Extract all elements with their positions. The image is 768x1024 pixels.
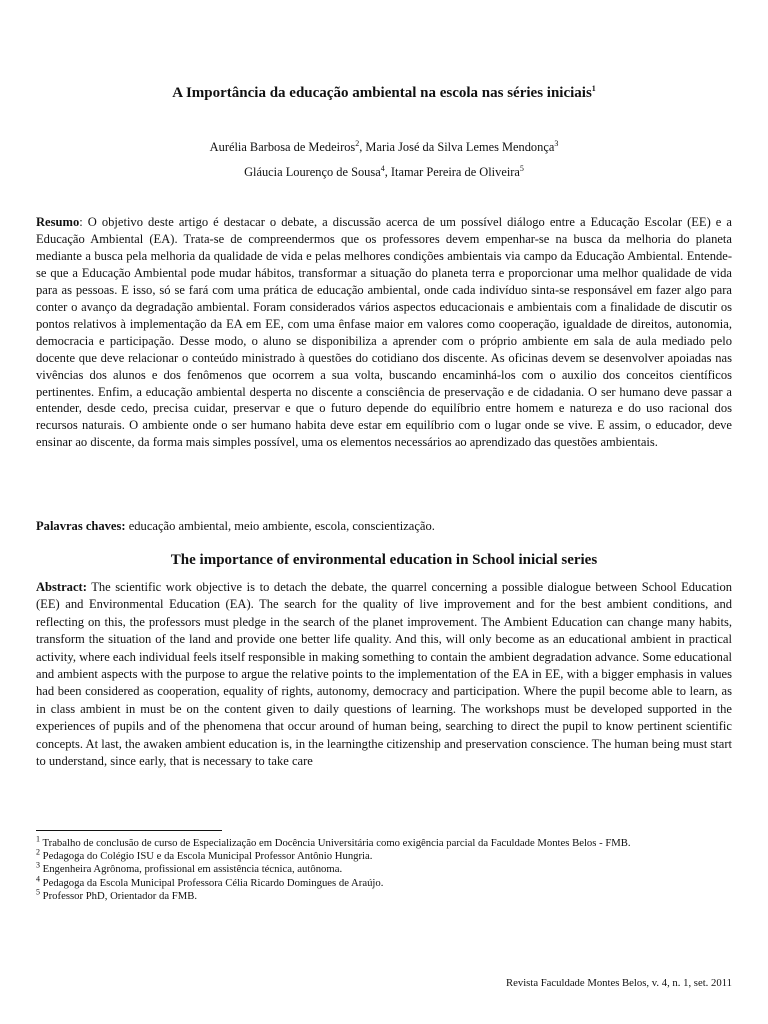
abstract-label: Abstract: [36, 580, 87, 594]
keywords-label: Palavras chaves: [36, 519, 126, 533]
abstract-text: The scientific work objective is to detach the debate, the quarrel concerning a possible dialogue between School Education (EE) and Environmental Education (EA). The search for the quality of live improvement and for the best ambient conditions, and reflecting on this, the professors must pledge in the search of the planet improvement. The Ambient Education can change many habits, transform the situation of the land and provide one better life quality. And this, will only become as an educational ambient in practical activity, where each individual feels itself responsible in making something to contain the ambient degradation advance. Some educational and ambient aspects with the purpose to argue the relative points to the implementation of the EA in EE, with a bigger emphasis in values had been considered as cooperation, equality of rights, autonomy, democracy and participation. Where the pupil become able to learn, as in class ambient in must be on the content given to daily questions of learning. The workshops must be developed supported in the experiences of pupils and of the phenomena that occur around of human being, searching to direct the pupil to know pertinent scientific concepts. At last, the awaken ambient education is, in the learningthe citizenship and preservation conscience. The human being must start to understand, since early, that is necessary to take care [36, 580, 732, 769]
author-separator: , [359, 140, 366, 154]
footnote-item [36, 874, 732, 890]
footnote-divider [36, 830, 222, 831]
footnotes [36, 834, 732, 903]
footnote-mark: 2 [36, 847, 40, 857]
authors-line-2 [36, 164, 732, 180]
footnote-mark: 1 [36, 834, 40, 844]
paper-title-text: A Importância da educação ambiental na escola nas séries iniciais [172, 85, 592, 101]
journal-citation-footer: Revista Faculdade Montes Belos, v. 4, n. 1, set. 2011 [506, 977, 732, 989]
footnote-text: Pedagoga do Colégio ISU e da Escola Municipal Professor Antônio Hungria. [40, 850, 373, 863]
author-separator: , [384, 165, 391, 179]
footnote-mark: 4 [36, 874, 40, 884]
abstract-paragraph [36, 579, 732, 770]
author-name: Itamar Pereira de Oliveira [390, 165, 520, 179]
author-footnote-mark: 5 [519, 163, 524, 173]
author-footnote-mark: 2 [355, 138, 360, 148]
authors-line-1 [36, 139, 732, 155]
keywords-line [36, 518, 732, 535]
author-footnote-mark: 3 [554, 138, 559, 148]
footnote-item [36, 834, 732, 850]
footnote-text: Professor PhD, Orientador da FMB. [40, 889, 198, 902]
author-name: Aurélia Barbosa de Medeiros [209, 140, 356, 154]
footnote-item [36, 860, 732, 876]
paper-title [36, 83, 732, 103]
footnote-item [36, 887, 732, 903]
author-footnote-mark: 4 [380, 163, 385, 173]
footnote-text: Engenheira Agrônoma, profissional em assistência técnica, autônoma. [40, 863, 343, 876]
author-name: Gláucia Lourenço de Sousa [244, 165, 381, 179]
keywords-text: educação ambiental, meio ambiente, escola, conscientização. [125, 519, 435, 533]
resumo-paragraph [36, 214, 732, 451]
resumo-label: Resumo [36, 215, 80, 229]
title-footnote-mark: 1 [591, 84, 596, 93]
footnote-mark: 5 [36, 887, 40, 897]
footnote-mark: 3 [36, 860, 40, 870]
footnote-text: Pedagoga da Escola Municipal Professora Célia Ricardo Domingues de Araújo. [40, 876, 384, 889]
english-title: The importance of environmental education in School inicial series [170, 552, 598, 568]
author-name: Maria José da Silva Lemes Mendonça [365, 140, 555, 154]
footnote-item [36, 847, 732, 863]
resumo-text: : O objetivo deste artigo é destacar o debate, a discussão acerca de um possível diálogo entre a Educação Escolar (EE) e a Educação Ambiental (EA). Trata-se de compreendermos que os professores devem empenhar-se na busca da melhoria do planeta mediante a busca pela melhoria da qualidade de vida e pelas melhores condições ambientais via campo da Educação Ambiental. Entende-se que a Educação Ambiental pode mudar hábitos, transformar a situação do planeta terra e proporcionar uma melhor qualidade de vida para as pessoas. E isso, só se fará com uma prática de educação ambiental, onde cada indivíduo sinta-se responsável em fazer algo para conter o avanço da degradação ambiental. Foram considerados vários aspectos educacionais e ambientais com a finalidade de discutir os pontos relativos à implementação da EA em EE, com uma ênfase maior em valores como cooperação, igualdade de direitos, autonomia, democracia e participação. Desse modo, o aluno se disponibiliza a aprender com o próprio ambiente em sala de aula mediado pelo docente que deve relacionar o conteúdo ministrado à questões do cotidiano dos discente. As oficinas devem se desenvolver apoiadas nas vivências dos alunos e dos fenômenos que ocorrem a sua volta, buscando encaminhá-los com o auxilio dos conceitos científicos pertinentes. Enfim, a educação ambiental desperta no discente a consciência de preservação e de cidadania. O ser humano deve passar a entender, desde cedo, precisa cuidar, preservar e que o futuro depende do equilíbrio entre homem e natureza e do uso racional dos recursos naturais. O ambiente onde o ser humano habita deve estar em equilíbrio com o lugar onde se vive. E assim, o educador, deve ensinar ao discente, da forma mais simples possível, uma os elementos necessários ao aprendizado das questões ambientais. [36, 215, 732, 450]
footnote-text: Trabalho de conclusão de curso de Especialização em Docência Universitária como exigência parcial da Faculdade Montes Belos - FMB. [40, 837, 631, 849]
